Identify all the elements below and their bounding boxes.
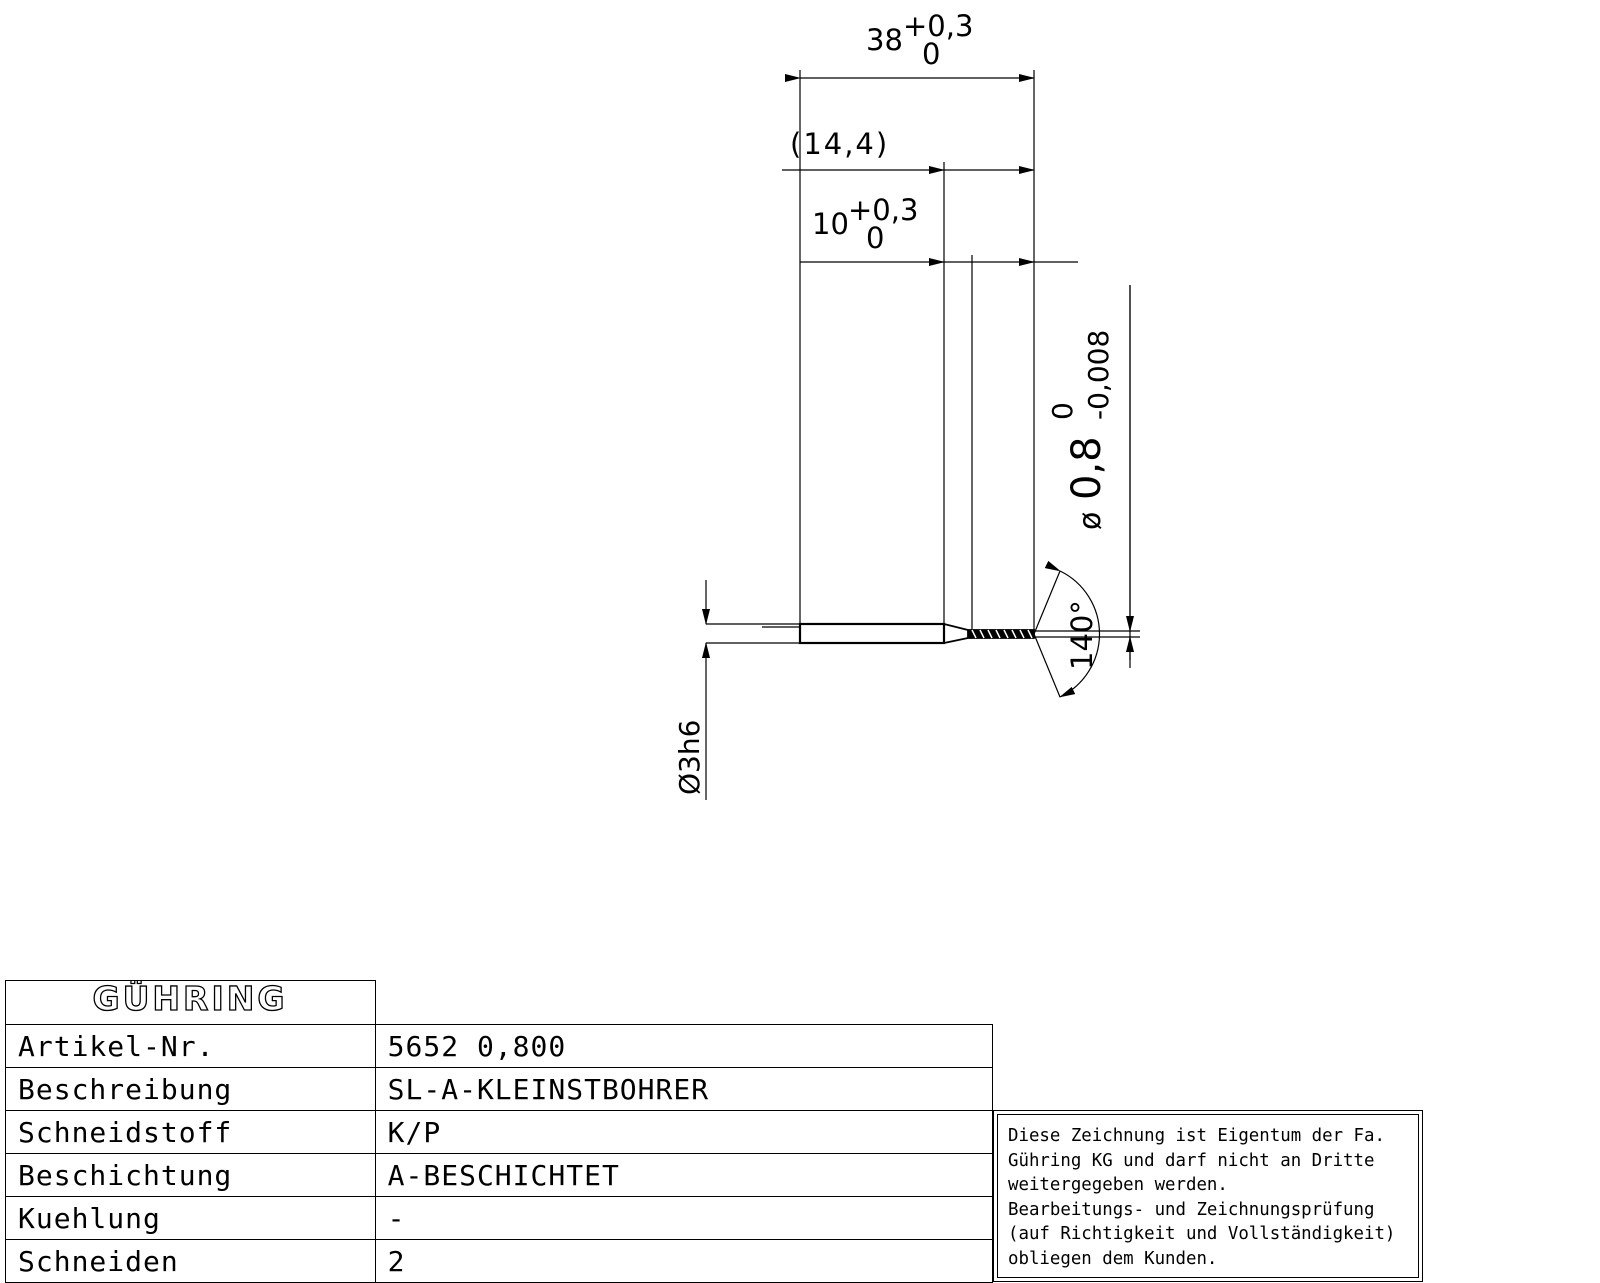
svg-text:0: 0 — [866, 221, 885, 255]
svg-text:+0,3: +0,3 — [848, 193, 919, 227]
notice-line: obliegen dem Kunden. — [1008, 1248, 1218, 1269]
drill-body — [800, 624, 1034, 643]
row-value: 2 — [375, 1240, 992, 1283]
dim-point-angle: 140° — [1065, 600, 1099, 670]
row-label: Artikel-Nr. — [6, 1025, 376, 1068]
table-row — [6, 1111, 993, 1154]
blank-cell — [375, 981, 992, 1025]
table-row — [6, 1025, 993, 1068]
table-row — [6, 1068, 993, 1111]
row-value: SL-A-KLEINSTBOHRER — [375, 1068, 992, 1111]
notice-line: Gühring KG und darf nicht an Dritte — [1008, 1150, 1375, 1171]
svg-text:0,8: 0,8 — [1064, 436, 1110, 500]
table-row — [6, 1240, 993, 1283]
svg-text:10: 10 — [812, 207, 849, 241]
svg-text:ø: ø — [1073, 511, 1108, 530]
dim-flute-length — [812, 193, 918, 255]
table-row — [6, 1154, 993, 1197]
svg-text:GÜHRING: GÜHRING — [92, 981, 288, 1017]
notice-line: Diese Zeichnung ist Eigentum der Fa. — [1008, 1126, 1385, 1146]
notice-line: (auf Richtigkeit und Vollständigkeit) — [1008, 1224, 1396, 1244]
row-label: Schneidstoff — [6, 1111, 376, 1154]
notice-line: weitergegeben werden. — [1008, 1175, 1228, 1195]
table-row — [6, 1197, 993, 1240]
title-block — [5, 980, 993, 1283]
row-label: Kuehlung — [6, 1197, 376, 1240]
row-value: A-BESCHICHTET — [375, 1154, 992, 1197]
dim-shank: Ø3h6 — [673, 719, 706, 795]
svg-text:0: 0 — [922, 37, 941, 71]
row-value: K/P — [375, 1111, 992, 1154]
ownership-notice-inner — [997, 1114, 1419, 1278]
dim-diameter — [1046, 330, 1115, 530]
notice-line: Bearbeitungs- und Zeichnungsprüfung — [1008, 1199, 1375, 1220]
drill-shank — [800, 624, 944, 643]
row-label: Beschichtung — [6, 1154, 376, 1197]
row-label: Beschreibung — [6, 1068, 376, 1111]
svg-text:0: 0 — [1046, 402, 1079, 420]
drill-taper — [944, 624, 968, 643]
dim-overall-length — [866, 9, 973, 71]
svg-text:38: 38 — [866, 23, 903, 57]
dim-ref-length: (14,4) — [790, 127, 890, 161]
ownership-notice — [993, 1110, 1423, 1282]
row-value: - — [375, 1197, 992, 1240]
guehring-logo — [75, 981, 305, 1017]
row-value: 5652 0,800 — [375, 1025, 992, 1068]
svg-text:+0,3: +0,3 — [903, 9, 974, 43]
logo-cell — [6, 981, 376, 1025]
row-label: Schneiden — [6, 1240, 376, 1283]
svg-text:-0,008: -0,008 — [1082, 329, 1115, 420]
